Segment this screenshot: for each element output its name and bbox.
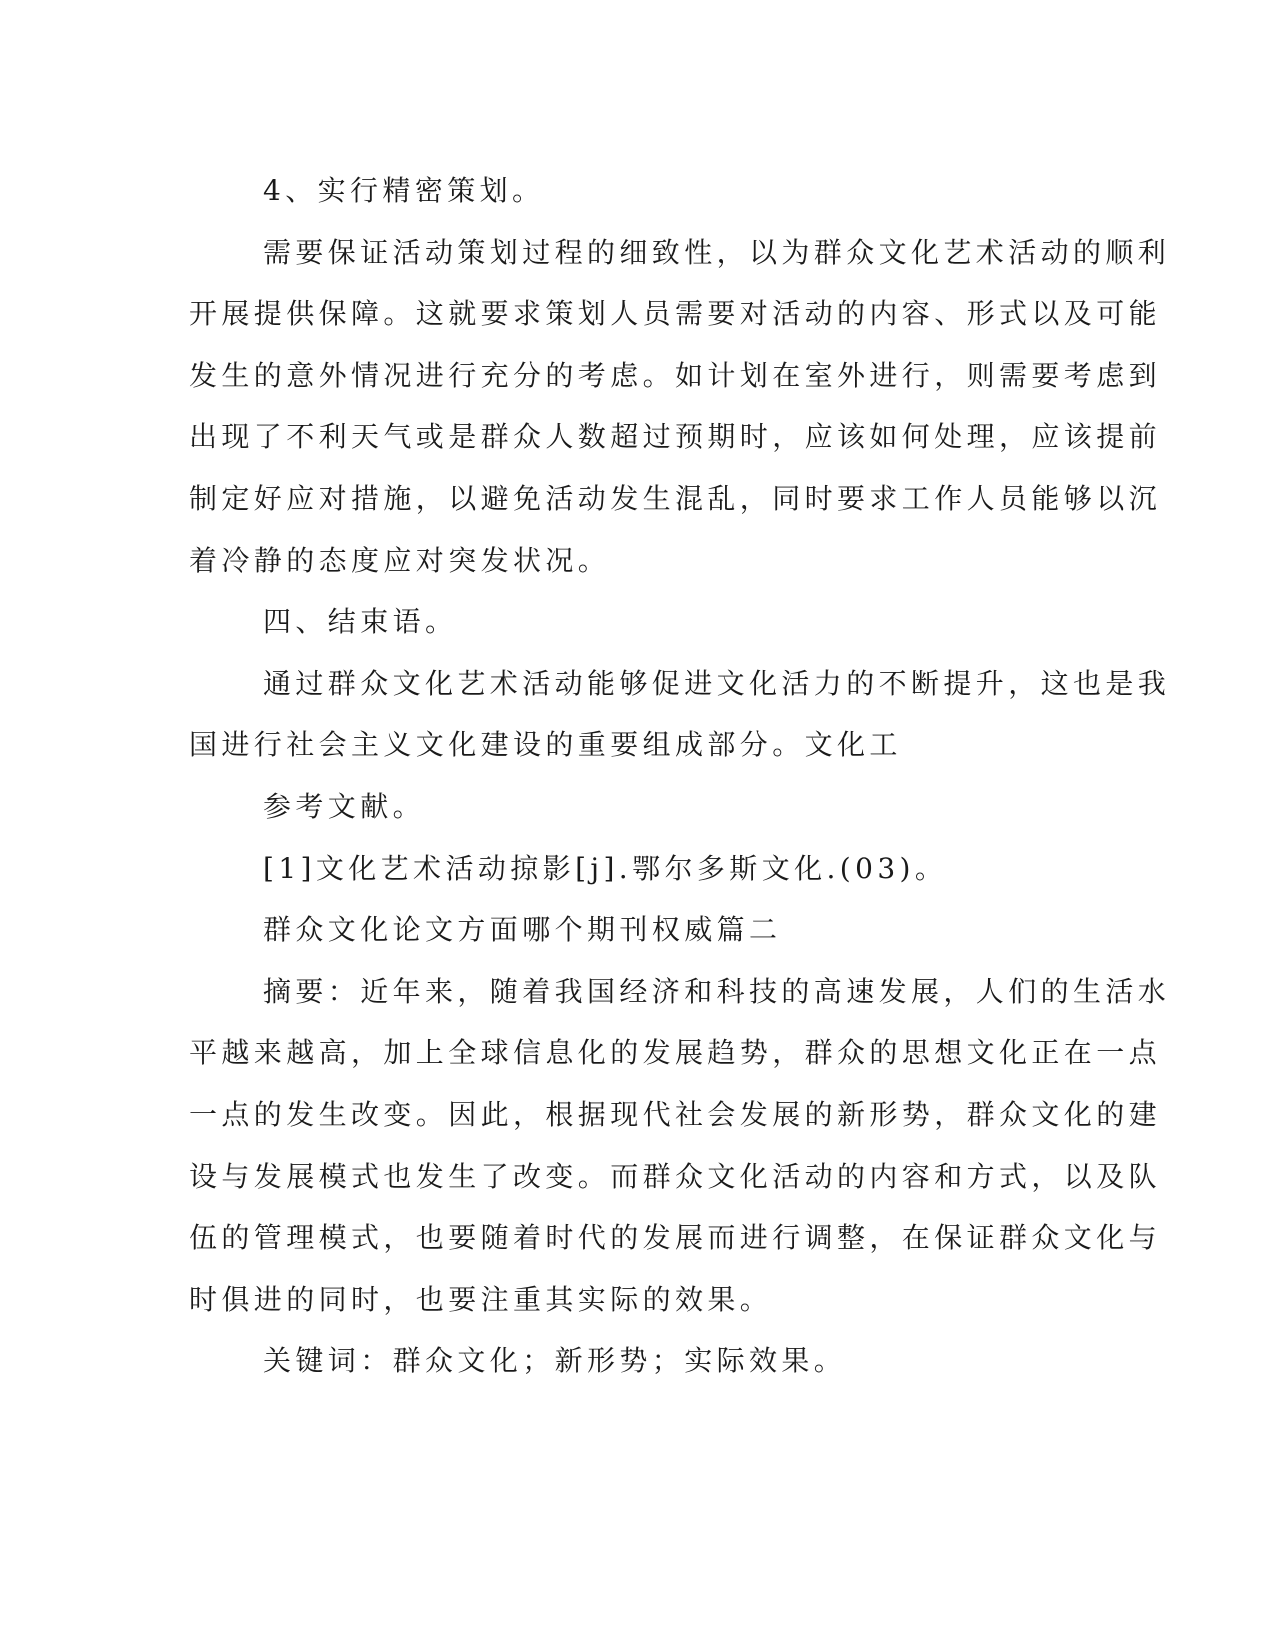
paragraph-line: 通过群众文化艺术活动能够促进文化活力的不断提升，这也是我 bbox=[263, 666, 1171, 700]
abstract-line: 一点的发生改变。因此，根据现代社会发展的新形势，群众文化的建 bbox=[189, 1097, 1162, 1131]
abstract-line: 摘要：近年来，随着我国经济和科技的高速发展，人们的生活水 bbox=[263, 974, 1171, 1008]
paragraph-line: 着冷静的态度应对突发状况。 bbox=[189, 543, 611, 577]
paragraph-line: 开展提供保障。这就要求策划人员需要对活动的内容、形式以及可能 bbox=[189, 297, 1162, 331]
references-heading: 参考文献。 bbox=[263, 789, 426, 823]
abstract-line: 时俱进的同时，也要注重其实际的效果。 bbox=[189, 1282, 773, 1316]
abstract-line: 伍的管理模式，也要随着时代的发展而进行调整，在保证群众文化与 bbox=[189, 1221, 1162, 1255]
section-heading: 四、结束语。 bbox=[263, 605, 458, 639]
section-heading: 4、实行精密策划。 bbox=[263, 174, 545, 207]
reference-item: [1]文化艺术活动掠影[j].鄂尔多斯文化.(03)。 bbox=[263, 851, 948, 885]
paragraph-line: 需要保证活动策划过程的细致性，以为群众文化艺术活动的顺利 bbox=[263, 235, 1171, 269]
abstract-line: 平越来越高，加上全球信息化的发展趋势，群众的思想文化正在一点 bbox=[189, 1036, 1162, 1070]
paragraph-line: 出现了不利天气或是群众人数超过预期时，应该如何处理，应该提前 bbox=[189, 420, 1162, 454]
paragraph-line: 发生的意外情况进行充分的考虑。如计划在室外进行，则需要考虑到 bbox=[189, 358, 1162, 392]
abstract-line: 设与发展模式也发生了改变。而群众文化活动的内容和方式，以及队 bbox=[189, 1159, 1162, 1193]
paragraph-line: 制定好应对措施，以避免活动发生混乱，同时要求工作人员能够以沉 bbox=[189, 481, 1162, 515]
paragraph-line: 国进行社会主义文化建设的重要组成部分。文化工 bbox=[189, 728, 902, 762]
keywords-line: 关键词：群众文化；新形势；实际效果。 bbox=[263, 1344, 847, 1378]
document-body bbox=[189, 160, 1171, 1392]
article-title: 群众文化论文方面哪个期刊权威篇二 bbox=[263, 913, 782, 947]
